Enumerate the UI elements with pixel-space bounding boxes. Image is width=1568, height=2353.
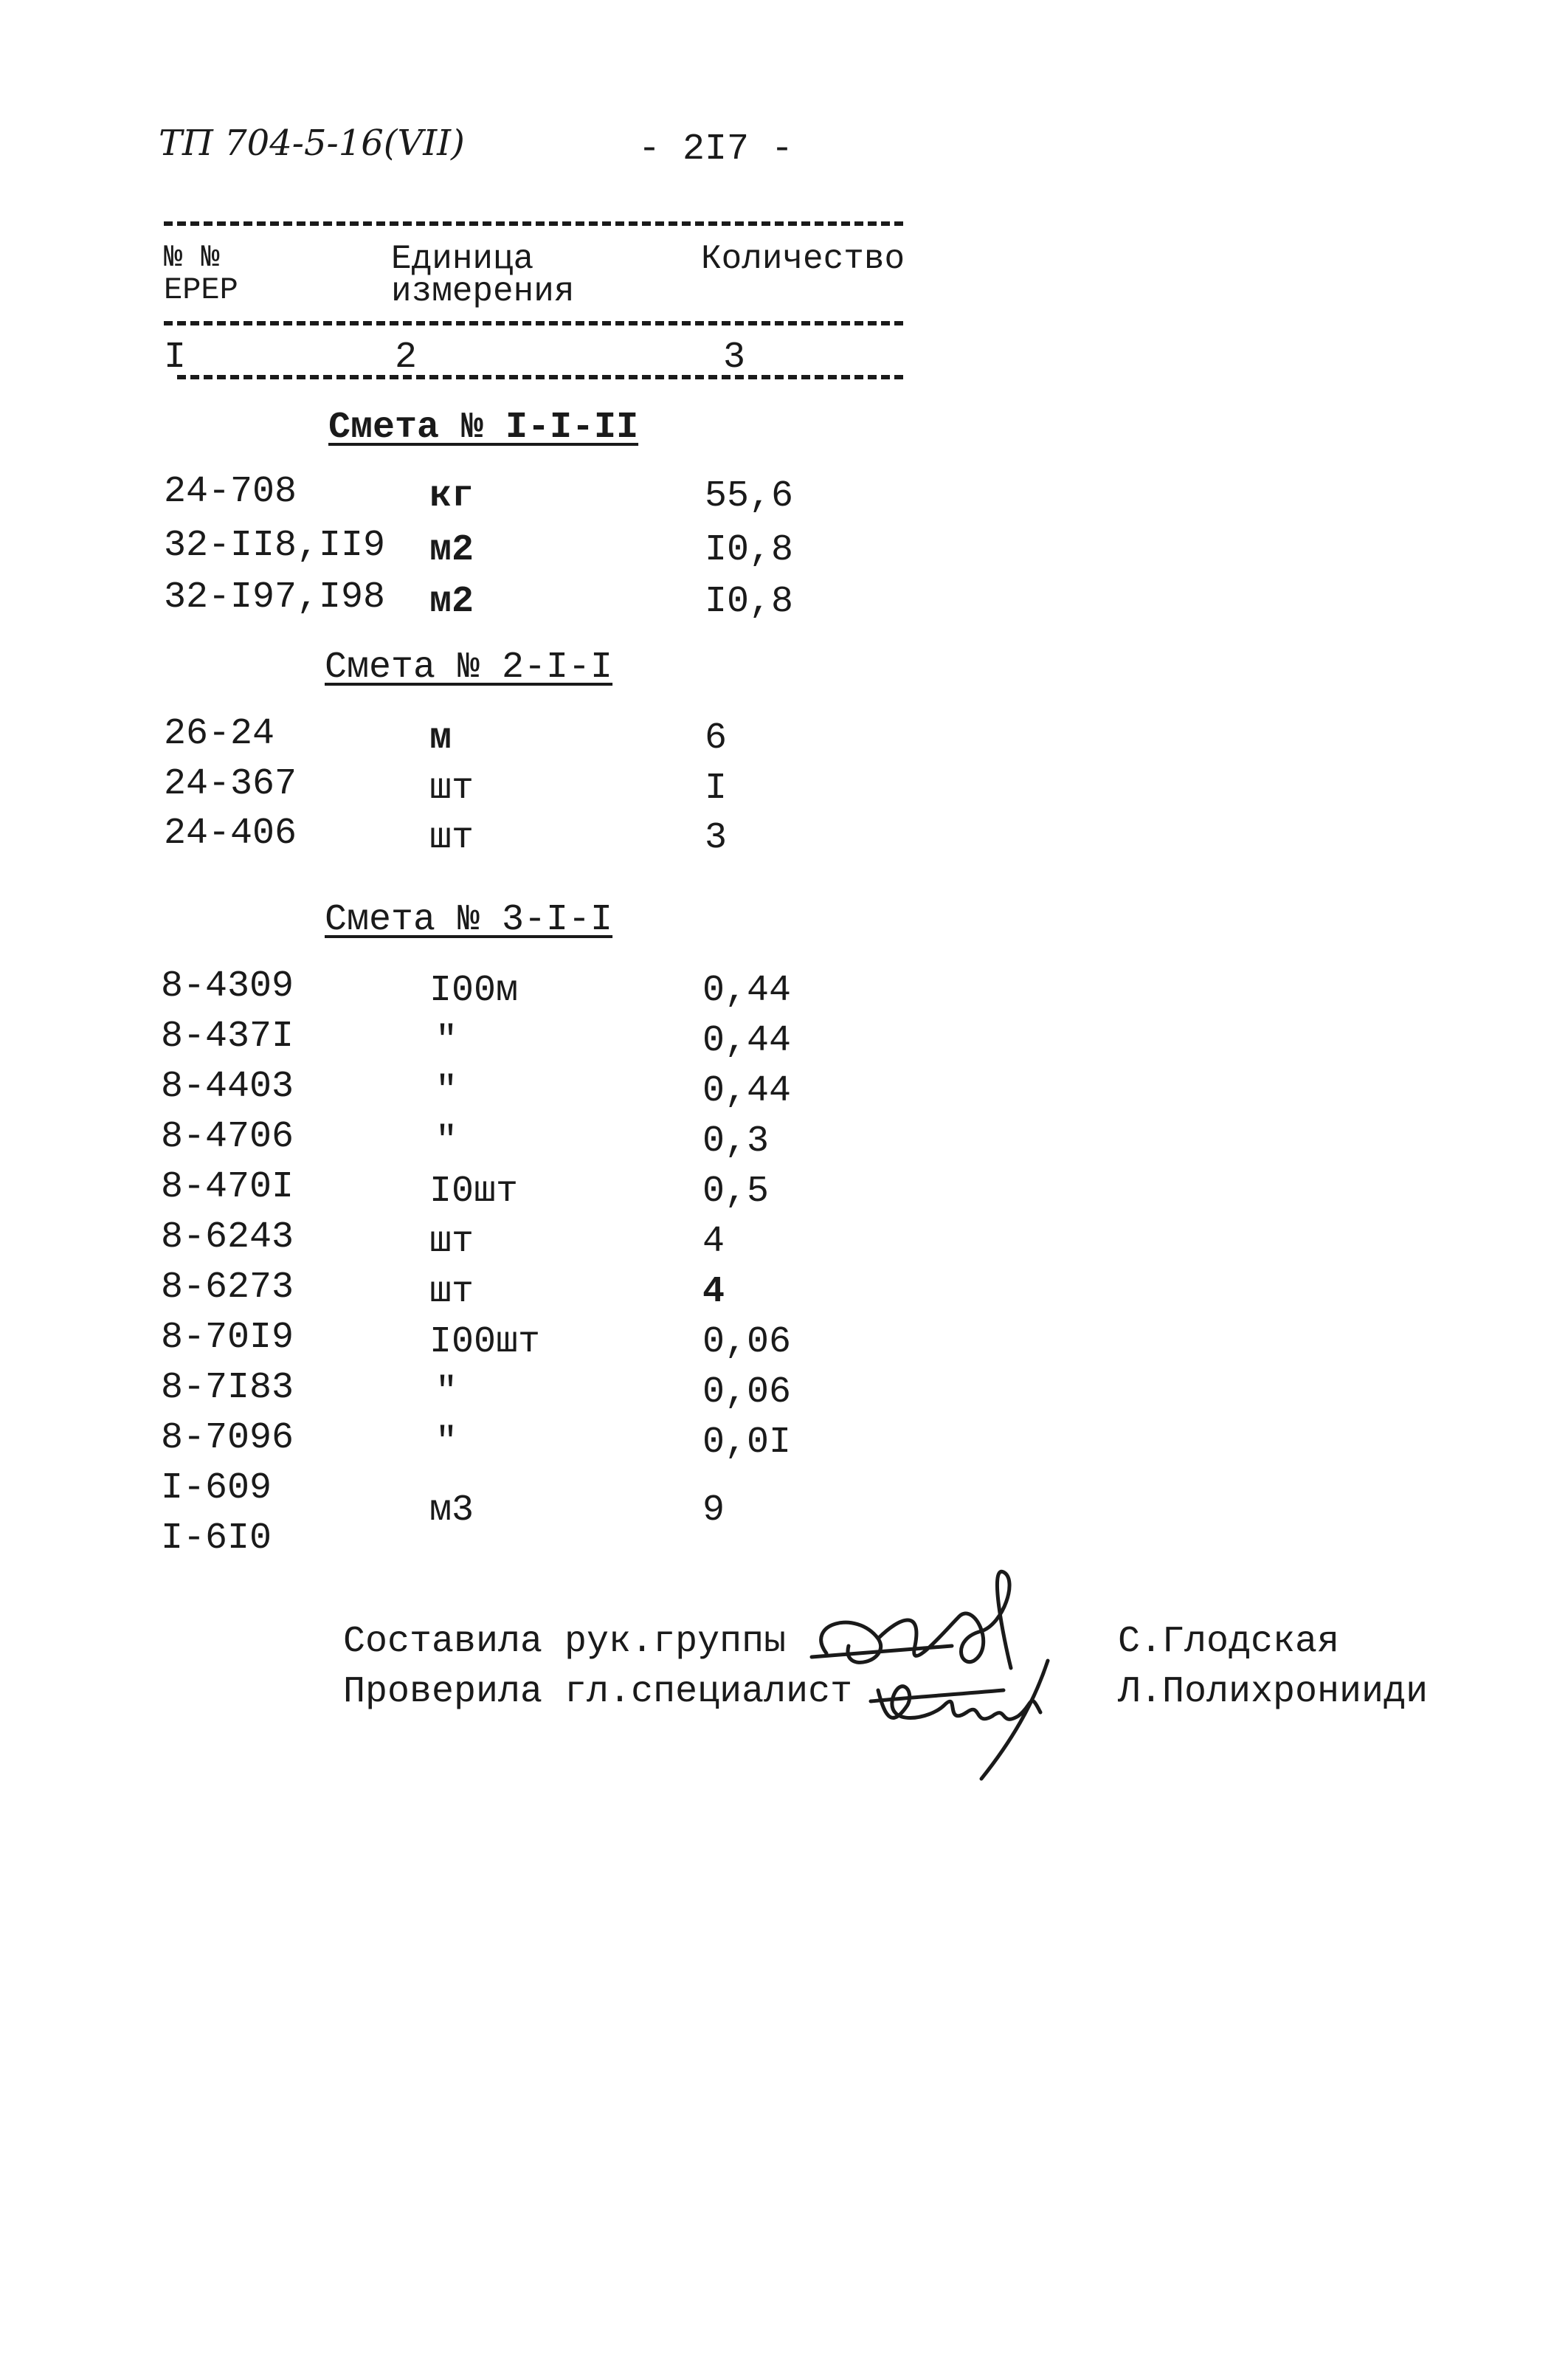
document-code: ТП 704-5-16(VII) [159,123,465,164]
signature-role-compiled: Составила рук.группы [343,1621,787,1663]
page-number: - 2I7 - [638,128,794,170]
header-bottom-rule [177,375,903,379]
row-code: 8-7I83 [161,1367,294,1409]
row-code: 8-70I9 [161,1317,294,1359]
header-top-rule [164,221,903,226]
row-unit: I00шт [429,1321,541,1363]
row-unit: м2 [429,529,474,571]
row-code: 24-367 [164,763,297,805]
row-code: 24-708 [164,471,297,513]
row-qty: 0,0I [702,1422,792,1464]
row-qty: 0,5 [702,1171,770,1213]
row-qty: 4 [702,1221,725,1263]
row-unit: кг [429,475,474,517]
row-unit: " [435,1120,458,1162]
row-code: 26-24 [164,713,275,755]
row-unit: шт [429,768,474,810]
row-qty: 0,44 [702,1020,792,1062]
section-title: Смета № I-I-II [328,407,639,449]
row-code: 8-4403 [161,1066,294,1108]
row-unit: шт [429,1271,474,1313]
row-code: I-6I0 [161,1517,272,1560]
row-qty: I [705,768,728,810]
row-qty: 55,6 [705,475,794,517]
row-qty: 0,06 [702,1371,792,1413]
row-code: 8-7096 [161,1417,294,1459]
row-qty: 0,44 [702,1070,792,1112]
row-qty: 9 [702,1489,725,1532]
col3-header: Количество [701,240,905,278]
row-qty: 6 [705,717,728,759]
row-code: 8-437I [161,1016,294,1058]
row-qty: 3 [705,817,728,859]
row-unit: м3 [429,1489,474,1532]
section-title: Смета № 3-I-I [325,899,613,941]
col2-header-line1: Единица [391,240,534,278]
row-code: I-609 [161,1467,272,1509]
row-unit: м [429,717,452,759]
row-code: 32-I97,I98 [164,576,386,619]
row-code: 8-470I [161,1166,294,1208]
col2-number: 2 [395,337,418,379]
row-unit: I00м [429,970,519,1012]
row-unit: м2 [429,581,474,623]
row-unit: I0шт [429,1171,519,1213]
row-code: 32-II8,II9 [164,525,386,567]
col3-number: 3 [723,337,746,379]
handwritten-signature-checked [863,1646,1099,1786]
row-code: 8-4706 [161,1116,294,1158]
row-unit: " [435,1371,458,1413]
row-qty: I0,8 [705,529,794,571]
row-qty: 0,44 [702,970,792,1012]
header-mid-rule [164,321,903,325]
col1-number: I [164,337,187,379]
row-unit: " [435,1020,458,1062]
col1-header-line1: № № [164,240,220,275]
row-unit: " [435,1422,458,1464]
row-code: 8-4309 [161,965,294,1007]
signature-name-compiled: С.Глодская [1118,1621,1340,1663]
row-code: 8-6243 [161,1216,294,1258]
row-code: 24-406 [164,813,297,855]
section-title: Смета № 2-I-I [325,647,613,689]
row-qty: 0,3 [702,1120,770,1162]
row-qty: I0,8 [705,581,794,623]
row-unit: шт [429,817,474,859]
row-unit: шт [429,1221,474,1263]
signature-role-checked: Проверила гл.специалист [343,1671,853,1713]
row-qty: 0,06 [702,1321,792,1363]
signature-name-checked: Л.Полихронииди [1118,1671,1429,1713]
row-unit: " [435,1070,458,1112]
row-code: 8-6273 [161,1267,294,1309]
col2-header-line2: измерения [391,272,575,311]
row-qty: 4 [702,1271,725,1313]
col1-header-line2: ЕРЕР [164,272,238,308]
